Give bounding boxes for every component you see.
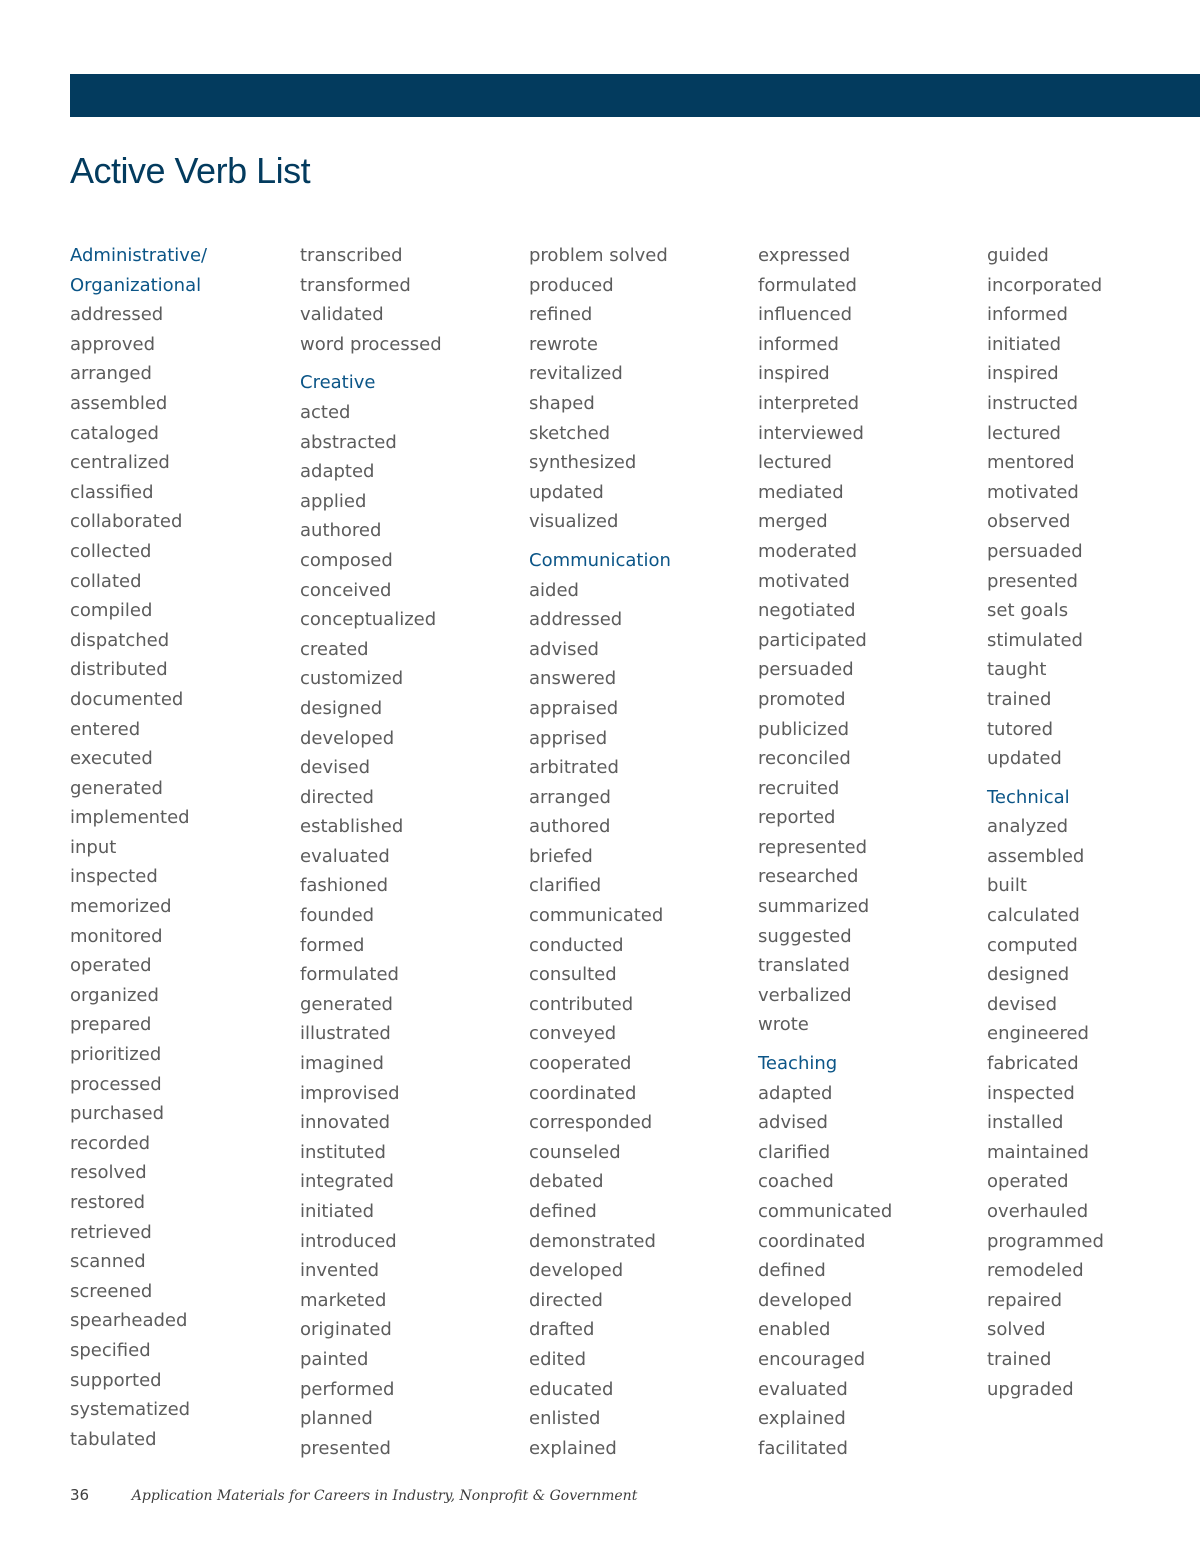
verb-item: appraised (529, 697, 619, 719)
verb-item: supported (70, 1369, 162, 1391)
verb-column-1 (70, 241, 290, 1454)
verb-item: directed (300, 786, 374, 808)
verb-item: operated (70, 955, 152, 977)
verb-item: authored (300, 520, 382, 542)
verb-item: conducted (529, 934, 624, 956)
verb-item: conceived (300, 579, 392, 601)
verb-item: shaped (529, 392, 595, 414)
verb-item: set goals (987, 600, 1069, 622)
verb-item: adapted (300, 461, 375, 483)
section-heading: Organizational (70, 274, 202, 296)
verb-item: retrieved (70, 1221, 152, 1243)
verb-item: presented (987, 570, 1078, 592)
verb-item: sketched (529, 422, 611, 444)
verb-item: remodeled (987, 1260, 1084, 1282)
verb-item: inspired (758, 363, 830, 385)
verb-item: maintained (987, 1141, 1089, 1163)
verb-item: advised (758, 1112, 828, 1134)
verb-item: merged (758, 511, 828, 533)
verb-item: generated (300, 993, 393, 1015)
verb-item: synthesized (529, 452, 637, 474)
verb-item: computed (987, 934, 1078, 956)
verb-item: arbitrated (529, 757, 619, 779)
verb-item: approved (70, 333, 156, 355)
verb-item: wrote (758, 1014, 809, 1036)
verb-item: inspired (987, 363, 1059, 385)
verb-item: assembled (70, 392, 168, 414)
verb-item: trained (987, 1348, 1052, 1370)
verb-item: corresponded (529, 1112, 653, 1134)
verb-item: founded (300, 905, 375, 927)
verb-item: prioritized (70, 1044, 162, 1066)
verb-item: promoted (758, 688, 846, 710)
verb-item: generated (70, 777, 163, 799)
verb-item: formulated (300, 964, 399, 986)
verb-column-2 (300, 241, 520, 1463)
verb-item: updated (529, 481, 604, 503)
verb-item: memorized (70, 896, 172, 918)
verb-column-3 (529, 241, 749, 1463)
verb-item: composed (300, 549, 393, 571)
verb-item: communicated (758, 1201, 893, 1222)
verb-item: initiated (300, 1201, 375, 1222)
verb-item: innovated (300, 1112, 391, 1134)
verb-item: recruited (758, 777, 840, 799)
verb-item: cataloged (70, 422, 159, 444)
verb-item: edited (529, 1348, 587, 1370)
verb-item: upgraded (987, 1378, 1074, 1400)
verb-item: produced (529, 274, 614, 296)
verb-item: inspected (70, 866, 158, 888)
verb-item: lectured (758, 452, 832, 474)
verb-item: suggested (758, 925, 852, 947)
section-heading: Creative (300, 372, 376, 394)
verb-item: tutored (987, 718, 1054, 740)
verb-item: tabulated (70, 1428, 157, 1450)
verb-item: established (300, 816, 404, 838)
verb-item: customized (300, 668, 404, 690)
verb-item: originated (300, 1319, 392, 1341)
section-spacer (300, 359, 520, 368)
verb-item: painted (300, 1348, 369, 1370)
verb-item: mentored (987, 452, 1075, 474)
verb-item: abstracted (300, 431, 397, 453)
verb-item: implemented (70, 807, 190, 829)
verb-item: purchased (70, 1103, 165, 1125)
verb-item: observed (987, 511, 1071, 533)
verb-item: arranged (70, 363, 152, 385)
verb-item: performed (300, 1378, 395, 1400)
verb-item: debated (529, 1171, 604, 1193)
verb-item: fashioned (300, 875, 389, 897)
verb-item: coordinated (529, 1082, 637, 1104)
verb-item: explained (758, 1408, 846, 1430)
verb-item: verbalized (758, 984, 852, 1006)
verb-item: evaluated (758, 1378, 848, 1400)
verb-item: demonstrated (529, 1230, 656, 1252)
verb-item: persuaded (987, 540, 1083, 562)
section-heading: Communication (529, 549, 671, 571)
verb-item: illustrated (300, 1023, 391, 1045)
verb-item: designed (300, 697, 383, 719)
verb-item: assembled (987, 845, 1085, 867)
verb-item: planned (300, 1408, 373, 1430)
verb-item: facilitated (758, 1437, 848, 1459)
verb-item: arranged (529, 786, 611, 808)
section-spacer (758, 1040, 978, 1049)
verb-item: input (70, 836, 117, 858)
verb-item: centralized (70, 452, 170, 474)
verb-item: restored (70, 1192, 146, 1213)
verb-item: translated (758, 955, 850, 977)
verb-item: counseled (529, 1141, 621, 1163)
verb-item: directed (529, 1289, 603, 1311)
verb-column-5 (987, 241, 1200, 1404)
verb-item: analyzed (987, 816, 1069, 838)
verb-item: refined (529, 304, 593, 326)
verb-item: acted (300, 401, 351, 423)
verb-item: marketed (300, 1289, 387, 1311)
section-heading: Administrative/ (70, 245, 208, 266)
verb-item: developed (758, 1289, 853, 1311)
verb-item: prepared (70, 1014, 152, 1036)
verb-item: formulated (758, 274, 857, 296)
verb-item: moderated (758, 540, 858, 562)
verb-item: programmed (987, 1230, 1104, 1252)
section-heading: Technical (987, 786, 1070, 808)
verb-item: spearheaded (70, 1310, 188, 1332)
verb-item: apprised (529, 727, 608, 749)
verb-item: communicated (529, 905, 664, 927)
verb-item: repaired (987, 1289, 1063, 1311)
verb-item: entered (70, 718, 141, 740)
verb-item: documented (70, 688, 184, 710)
verb-item: improvised (300, 1082, 400, 1104)
verb-item: enabled (758, 1319, 831, 1341)
verb-item: taught (987, 659, 1047, 681)
footer-title: Application Materials for Careers in Industry, Nonprofit & Government (131, 1488, 638, 1504)
verb-item: mediated (758, 481, 844, 503)
verb-item: resolved (70, 1162, 147, 1184)
verb-item: answered (529, 668, 617, 690)
verb-item: rewrote (529, 333, 598, 355)
verb-item: updated (987, 748, 1062, 770)
verb-item: scanned (70, 1251, 146, 1273)
verb-item: motivated (758, 570, 850, 592)
verb-item: systematized (70, 1399, 191, 1421)
page-number: 36 (70, 1486, 90, 1504)
verb-item: transformed (300, 274, 411, 296)
verb-item: clarified (758, 1141, 831, 1163)
verb-item: authored (529, 816, 611, 838)
verb-item: evaluated (300, 845, 390, 867)
verb-item: briefed (529, 845, 593, 867)
verb-item: inspected (987, 1082, 1075, 1104)
verb-item: operated (987, 1171, 1069, 1193)
verb-item: initiated (987, 333, 1062, 355)
verb-item: installed (987, 1112, 1064, 1134)
verb-item: drafted (529, 1319, 595, 1341)
verb-item: contributed (529, 993, 634, 1015)
verb-item: built (987, 875, 1027, 897)
verb-item: instructed (987, 392, 1079, 414)
verb-item: dispatched (70, 629, 170, 651)
verb-item: guided (987, 245, 1049, 266)
page-title: Active Verb List (70, 150, 311, 191)
verb-item: defined (758, 1260, 826, 1282)
verb-item: lectured (987, 422, 1061, 444)
verb-item: stimulated (987, 629, 1083, 651)
verb-item: negotiated (758, 600, 856, 622)
verb-item: calculated (987, 905, 1080, 927)
verb-item: designed (987, 964, 1070, 986)
verb-item: devised (300, 757, 371, 779)
verb-item: distributed (70, 659, 168, 681)
verb-item: formed (300, 934, 365, 956)
verb-item: coordinated (758, 1230, 866, 1252)
verb-item: researched (758, 866, 859, 888)
verb-item: introduced (300, 1230, 397, 1252)
verb-item: consulted (529, 964, 617, 986)
verb-item: organized (70, 984, 159, 1006)
verb-item: informed (987, 304, 1068, 326)
verb-item: visualized (529, 511, 619, 533)
verb-item: classified (70, 481, 154, 503)
verb-item: coached (758, 1171, 834, 1193)
section-heading: Teaching (758, 1053, 838, 1075)
verb-item: collated (70, 570, 142, 592)
verb-item: validated (300, 304, 384, 326)
verb-item: presented (300, 1437, 391, 1459)
verb-item: incorporated (987, 274, 1103, 296)
verb-item: informed (758, 333, 839, 355)
verb-item: summarized (758, 896, 870, 918)
verb-item: monitored (70, 925, 163, 947)
verb-item: encouraged (758, 1348, 866, 1370)
verb-item: educated (529, 1378, 614, 1400)
verb-item: defined (529, 1201, 597, 1222)
verb-item: reconciled (758, 748, 851, 770)
verb-item: engineered (987, 1023, 1089, 1045)
verb-item: processed (70, 1073, 162, 1095)
verb-item: represented (758, 836, 868, 858)
verb-item: invented (300, 1260, 380, 1282)
verb-item: trained (987, 688, 1052, 710)
verb-item: interviewed (758, 422, 864, 444)
verb-item: problem solved (529, 245, 668, 266)
verb-item: enlisted (529, 1408, 601, 1430)
verb-item: recorded (70, 1132, 150, 1154)
header-bar (70, 74, 1200, 117)
verb-item: fabricated (987, 1053, 1079, 1075)
verb-item: influenced (758, 304, 853, 326)
verb-item: word processed (300, 333, 442, 355)
verb-item: overhauled (987, 1201, 1089, 1222)
verb-item: addressed (529, 609, 623, 631)
section-spacer (987, 774, 1200, 783)
verb-item: motivated (987, 481, 1079, 503)
verb-item: revitalized (529, 363, 623, 385)
verb-item: cooperated (529, 1053, 632, 1075)
verb-column-4 (758, 241, 978, 1463)
verb-item: specified (70, 1339, 151, 1361)
verb-item: advised (529, 638, 599, 660)
verb-item: interpreted (758, 392, 860, 414)
verb-item: created (300, 638, 369, 660)
verb-item: devised (987, 993, 1058, 1015)
verb-item: reported (758, 807, 836, 829)
page-footer (70, 1486, 637, 1504)
verb-item: transcribed (300, 245, 403, 266)
verb-item: applied (300, 490, 367, 512)
verb-item: imagined (300, 1053, 384, 1075)
verb-item: persuaded (758, 659, 854, 681)
verb-item: expressed (758, 245, 851, 266)
verb-item: adapted (758, 1082, 833, 1104)
verb-item: developed (300, 727, 395, 749)
verb-item: aided (529, 579, 579, 601)
verb-item: solved (987, 1319, 1046, 1341)
verb-item: integrated (300, 1171, 394, 1193)
section-spacer (529, 537, 749, 546)
verb-item: participated (758, 629, 867, 651)
verb-item: publicized (758, 718, 850, 740)
verb-item: conceptualized (300, 609, 437, 631)
verb-item: screened (70, 1280, 153, 1302)
verb-item: developed (529, 1260, 624, 1282)
verb-item: conveyed (529, 1023, 617, 1045)
verb-item: instituted (300, 1141, 386, 1163)
verb-item: addressed (70, 304, 164, 326)
verb-item: compiled (70, 600, 153, 622)
verb-item: collected (70, 540, 152, 562)
verb-item: executed (70, 748, 153, 770)
verb-item: collaborated (70, 511, 183, 533)
verb-item: clarified (529, 875, 602, 897)
verb-item: explained (529, 1437, 617, 1459)
